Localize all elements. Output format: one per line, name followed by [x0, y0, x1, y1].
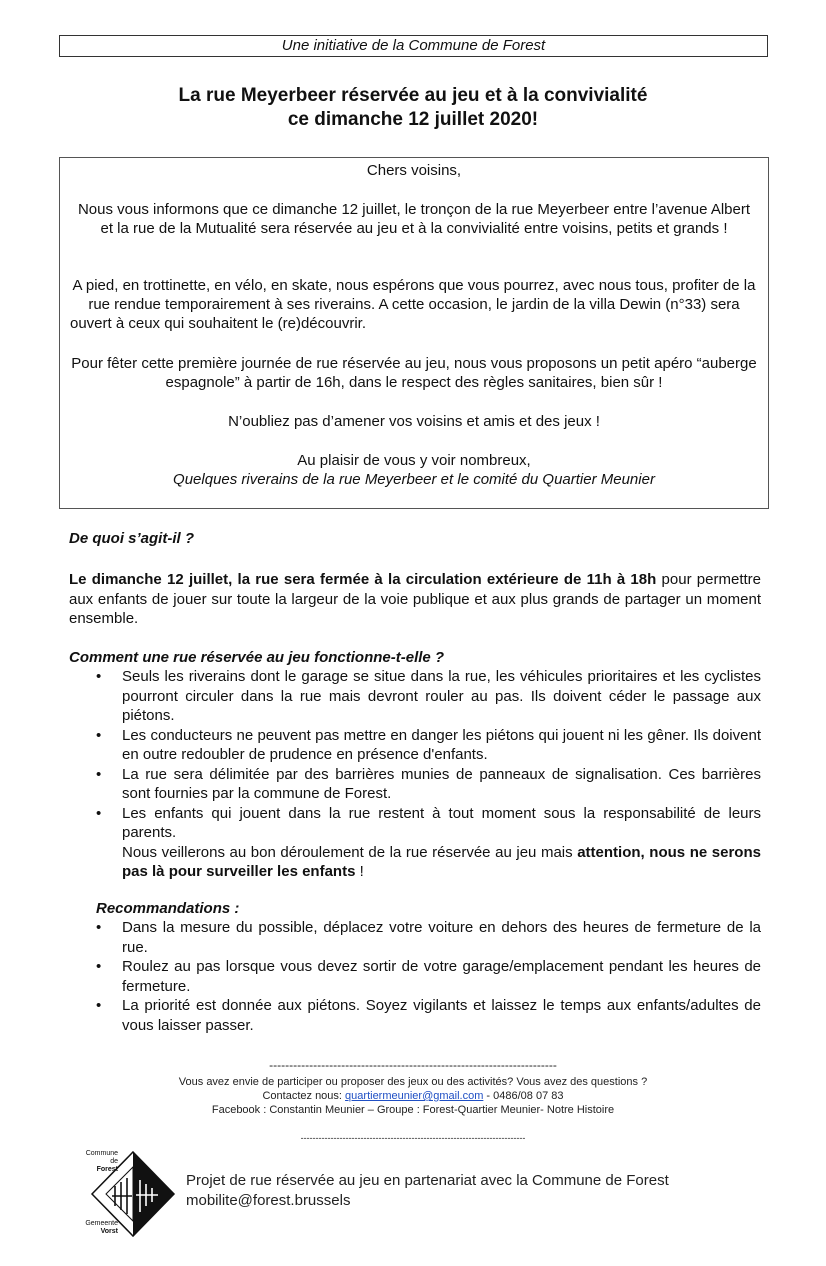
what-heading	[69, 529, 761, 549]
title-line-2: ce dimanche 12 juillet 2020!	[287, 109, 539, 130]
recommendations-list-container	[69, 918, 761, 1035]
list-item	[69, 996, 761, 1035]
letter-paragraph-4: N’oubliez pas d’amener vos voisins et amis et des jeux !	[228, 413, 600, 430]
list-item-text: Seuls les riverains dont le garage se situe dans la rue, les véhicules prioritaires et les cyclistes pourront circuler dans la rue mais devront rouler au pas. Ils doivent céder le passage aux piétons.	[122, 668, 761, 724]
letter-signature: Quelques riverains de la rue Meyerbeer et le comité du Quartier Meunier	[173, 471, 655, 488]
list-item	[69, 726, 761, 765]
letter-paragraph-1: Nous vous informons que ce dimanche 12 juillet, le tronçon de la rue Meyerbeer entre l’avenue Albert et la rue de la Mutualité sera réservée au jeu et à la convivialité entre voisins, petits et grands !	[77, 201, 751, 237]
recommendations-list	[69, 918, 761, 1035]
list-item	[69, 667, 761, 726]
footer-question: Vous avez envie de participer ou proposer des jeux ou des activités? Vous avez des questions ?	[178, 1076, 648, 1088]
what-bold: Le dimanche 12 juillet, la rue sera fermée à la circulation extérieure de 11h à 18h	[69, 571, 657, 588]
initiative-banner	[59, 35, 768, 57]
list-item-text: Les enfants qui jouent dans la rue restent à tout moment sous la responsabilité de leurs parents.	[122, 804, 761, 841]
how-list-container	[69, 667, 761, 882]
how-heading	[69, 648, 761, 668]
logo-forest: Forest	[96, 1166, 118, 1173]
letter-closing: Au plaisir de vous y voir nombreux,	[297, 452, 531, 469]
partner-line-1: Projet de rue réservée au jeu en partenariat avec la Commune de Forest	[186, 1172, 669, 1189]
list-item	[69, 765, 761, 804]
note-plain: Nous veillerons au bon déroulement de la rue réservée au jeu mais	[122, 843, 578, 861]
list-item-text: Dans la mesure du possible, déplacez votre voiture en dehors des heures de fermeture de la rue.	[122, 919, 761, 956]
logo-commune: Commune	[85, 1150, 118, 1157]
what-rest: pour permettre aux enfants de jouer sur toute la largeur de la voie publique et aux plus grands de partager un moment ensemble.	[69, 571, 762, 627]
list-item-text: Roulez au pas lorsque vous devez sortir de votre garage/emplacement pendant les heures de fermeture.	[122, 958, 761, 995]
list-item	[69, 957, 761, 996]
bullet-icon: •	[96, 804, 102, 822]
list-item-text: La rue sera délimitée par des barrières munies de panneaux de signalisation. Ces barrières sont fournies par la commune de Forest.	[122, 765, 761, 802]
bullet-icon: •	[96, 919, 102, 936]
logo-vorst: Vorst	[100, 1228, 118, 1235]
note-bold: attention, nous ne serons pas là pour surveiller les enfants	[122, 843, 761, 880]
footer-divider-2: ---------------------------------------------------------------------------	[300, 1133, 526, 1143]
footer-contact	[0, 1089, 826, 1103]
letter-greeting: Chers voisins,	[366, 162, 462, 179]
letter-box	[59, 157, 769, 509]
footer-divider-1: ------------------------------------------------------------------------	[269, 1058, 557, 1072]
how-list	[69, 667, 761, 882]
bullet-icon: •	[96, 668, 102, 685]
how-heading-text: Comment une rue réservée au jeu fonctionne-t-elle ?	[69, 649, 445, 666]
partner-block	[186, 1171, 669, 1211]
note-end: !	[355, 863, 364, 880]
email-link[interactable]: quartiermeunier@gmail.com	[345, 1090, 484, 1102]
title-line-1: La rue Meyerbeer réservée au jeu et à la convivialité	[178, 85, 648, 106]
letter-paragraph-3: Pour fêter cette première journée de rue réservée au jeu, nous vous proposons un petit apéro “auberge espagnole” à partir de 16h, dans le respect des règles sanitaires, bien sûr !	[71, 355, 757, 391]
recommendations-heading-text: Recommandations :	[96, 900, 240, 917]
bullet-icon: •	[96, 958, 102, 975]
forest-commune-logo	[85, 1148, 178, 1244]
supervision-note	[122, 844, 761, 881]
partner-email[interactable]: mobilite@forest.brussels	[186, 1192, 351, 1209]
contact-prefix: Contactez nous:	[262, 1090, 346, 1102]
list-item-text: La priorité est donnée aux piétons. Soyez vigilants et laissez le temps aux enfants/adultes de vous laisser passer.	[122, 997, 761, 1034]
list-item	[69, 918, 761, 957]
list-item-text: Les conducteurs ne peuvent pas mettre en danger les piétons qui jouent ni les gêner. Ils doivent en outre redoubler de prudence en présence d'enfants.	[122, 726, 761, 763]
bullet-icon: •	[96, 997, 102, 1014]
recommendations-heading	[69, 899, 761, 919]
letter-paragraph-2: A pied, en trottinette, en vélo, en skate, nous espérons que vous pourrez, avec nous tous, profiter de la rue rendue temporairement à ses riverains. A cette occasion, le jardin de la villa Dewin (n°33) sera ouvert à ceux qui souhaitent le (re)découvrir.	[70, 277, 756, 332]
initiative-text: Une initiative de la Commune de Forest	[281, 37, 546, 54]
what-paragraph	[69, 570, 761, 629]
list-item	[69, 804, 761, 882]
logo-text-bottom	[84, 1220, 118, 1236]
logo-text-top	[84, 1150, 118, 1174]
footer-facebook: Facebook : Constantin Meunier – Groupe : Forest-Quartier Meunier- Notre Histoire	[211, 1104, 615, 1116]
logo-de: de	[110, 1158, 118, 1165]
logo-gemeente: Gemeente	[85, 1220, 118, 1227]
what-heading-text: De quoi s’agit-il ?	[69, 530, 195, 547]
bullet-icon: •	[96, 765, 102, 783]
page-title	[0, 84, 826, 132]
bullet-icon: •	[96, 726, 102, 744]
contact-phone: - 0486/08 07 83	[483, 1090, 564, 1102]
